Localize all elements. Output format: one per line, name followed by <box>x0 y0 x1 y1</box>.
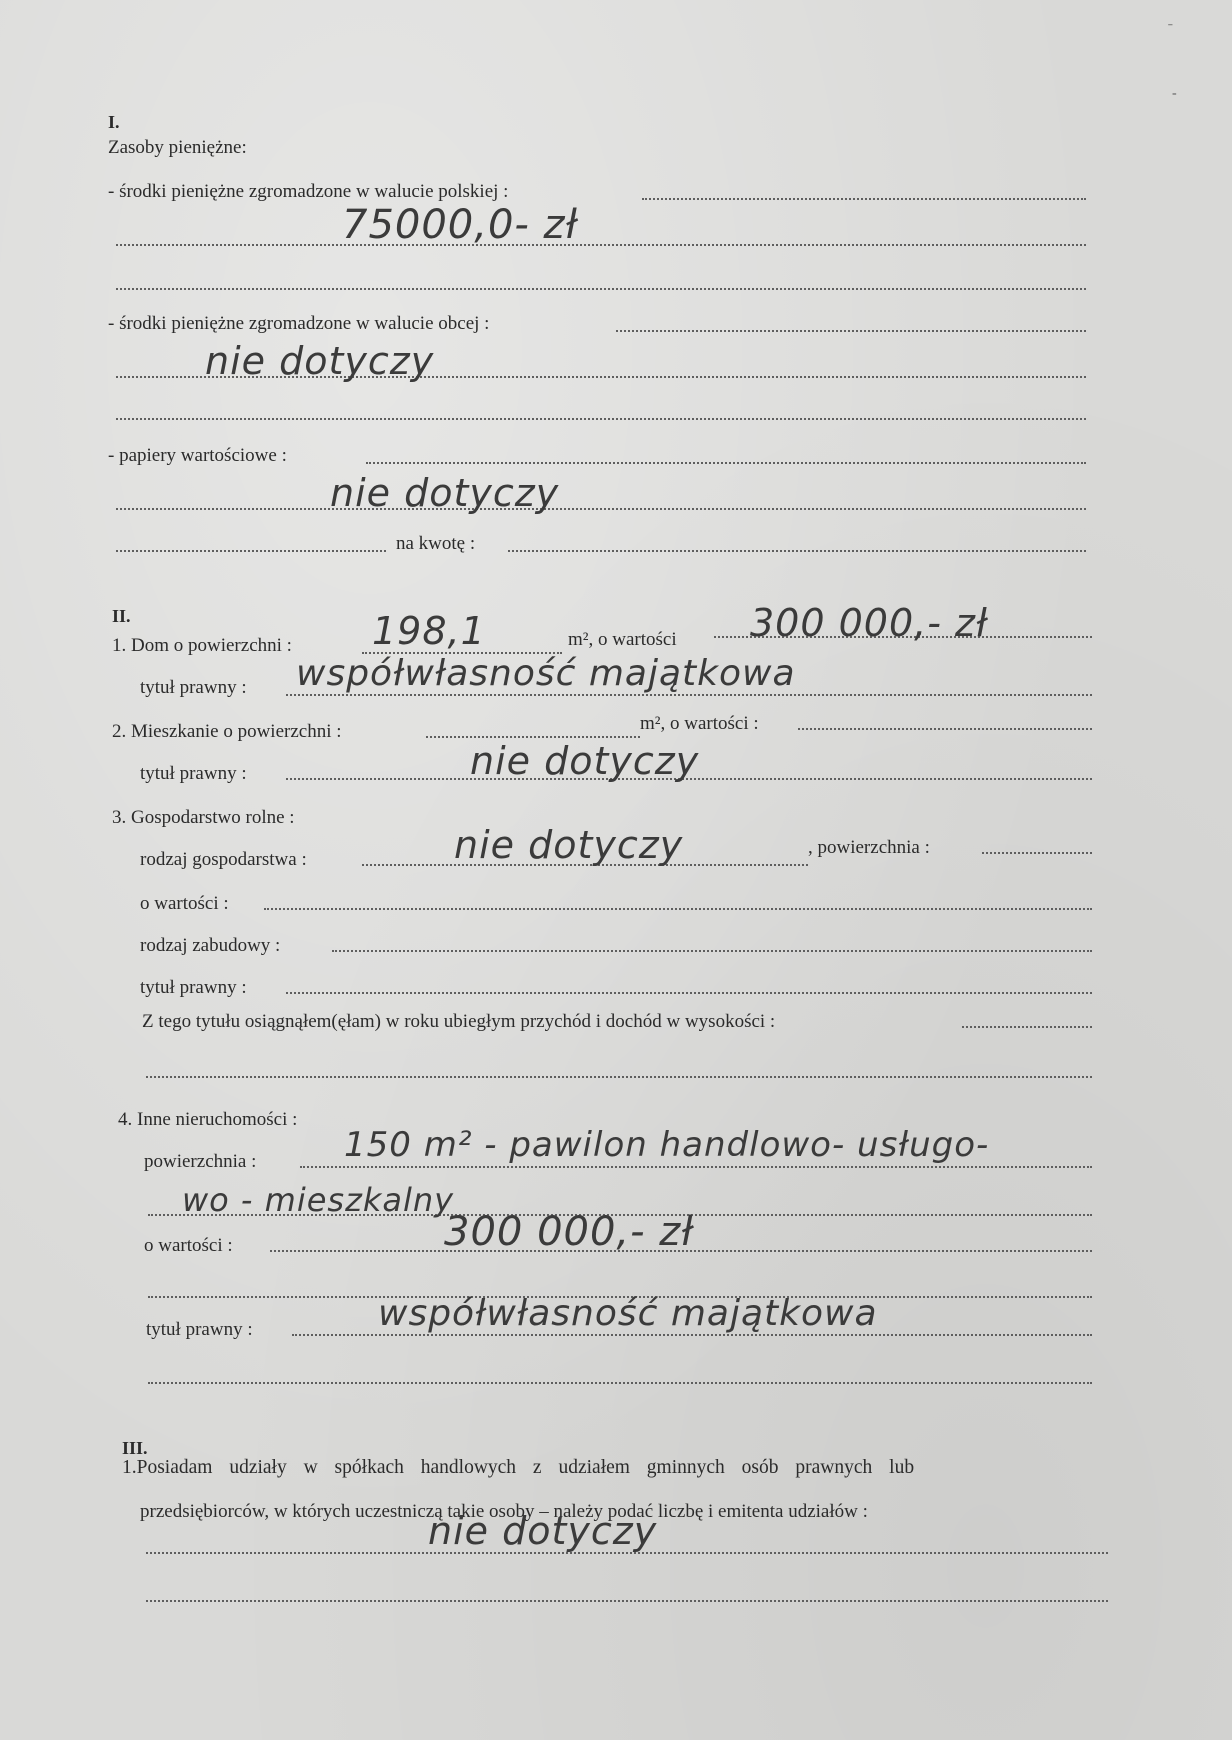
securities-value: nie dotyczy <box>330 471 560 515</box>
dotted-line <box>286 694 1092 696</box>
shares-label-line1: 1.Posiadam udziały w spółkach handlowych z udziałem gminnych osób prawnych lub <box>122 1457 915 1478</box>
dotted-line <box>116 550 386 552</box>
dotted-line <box>426 736 640 738</box>
flat-m2-value-label: m², o wartości : <box>640 713 759 734</box>
dotted-line <box>982 852 1092 854</box>
dotted-line <box>292 1334 1092 1336</box>
dotted-line <box>332 950 1092 952</box>
section-1-title: Zasoby pieniężne: <box>108 137 247 158</box>
other-value-label: o wartości : <box>144 1235 233 1256</box>
scan-mark: - <box>1172 86 1177 101</box>
securities-label: - papiery wartościowe : <box>108 445 287 466</box>
farm-area-label: , powierzchnia : <box>808 837 930 858</box>
farm-legal-title-label: tytuł prawny : <box>140 977 247 998</box>
dotted-line <box>366 462 1086 464</box>
house-value: 300 000,- zł <box>750 601 988 645</box>
other-area-value-line2: wo - mieszkalny <box>182 1181 455 1219</box>
house-area: 198,1 <box>372 609 486 653</box>
dotted-line <box>616 330 1086 332</box>
dotted-line <box>148 1382 1092 1384</box>
dotted-line <box>508 550 1086 552</box>
farm-income-label: Z tego tytułu osiągnąłem(ęłam) w roku ubiegłym przychód i dochód w wysokości : <box>142 1011 776 1032</box>
foreign-funds-value: nie dotyczy <box>205 339 435 383</box>
dotted-line <box>116 288 1086 290</box>
pln-funds-value: 75000,0- zł <box>342 202 579 248</box>
dotted-line <box>264 908 1092 910</box>
farm-type-value: nie dotyczy <box>454 823 684 867</box>
house-m2-value-label: m², o wartości <box>568 629 677 650</box>
dotted-line <box>962 1026 1092 1028</box>
house-label: 1. Dom o powierzchni : <box>112 635 292 656</box>
foreign-funds-label: - środki pieniężne zgromadzone w walucie obcej : <box>108 313 490 334</box>
dotted-line <box>146 1076 1092 1078</box>
farm-buildings-label: rodzaj zabudowy : <box>140 935 281 956</box>
other-value: 300 000,- zł <box>444 1209 694 1255</box>
other-area-label: powierzchnia : <box>144 1151 257 1172</box>
dotted-line <box>300 1166 1092 1168</box>
other-area-value-line1: 150 m² - pawilon handlowo- usługo- <box>344 1125 990 1165</box>
flat-label: 2. Mieszkanie o powierzchni : <box>112 721 342 742</box>
flat-legal-title-label: tytuł prawny : <box>140 763 247 784</box>
pln-funds-label: - środki pieniężne zgromadzone w walucie polskiej : <box>108 181 509 202</box>
other-legal-title-label: tytuł prawny : <box>146 1319 253 1340</box>
dotted-line <box>116 418 1086 420</box>
section-2-heading: II. <box>112 606 131 626</box>
dotted-line <box>116 508 1086 510</box>
house-legal-title-label: tytuł prawny : <box>140 677 247 698</box>
farm-value-label: o wartości : <box>140 893 229 914</box>
dotted-line <box>642 198 1086 200</box>
amount-label: na kwotę : <box>396 533 476 554</box>
other-legal-title: współwłasność majątkowa <box>378 1293 878 1334</box>
dotted-line <box>286 992 1092 994</box>
farm-type-label: rodzaj gospodarstwa : <box>140 849 307 870</box>
house-legal-title: współwłasność majątkowa <box>296 653 796 694</box>
section-3-heading: III. <box>122 1438 148 1458</box>
dotted-line <box>116 244 1086 246</box>
scan-mark: ˉ <box>1168 22 1173 37</box>
dotted-line <box>146 1600 1108 1602</box>
section-1-heading: I. <box>108 112 120 132</box>
dotted-line <box>798 728 1092 730</box>
shares-label-line2: przedsiębiorców, w których uczestniczą takie osoby – należy podać liczbę i emitenta udziałów : <box>140 1501 868 1522</box>
flat-legal-title: nie dotyczy <box>470 739 700 783</box>
farm-label: 3. Gospodarstwo rolne : <box>112 807 295 828</box>
shares-value: nie dotyczy <box>428 1509 658 1553</box>
other-property-label: 4. Inne nieruchomości : <box>118 1109 298 1130</box>
